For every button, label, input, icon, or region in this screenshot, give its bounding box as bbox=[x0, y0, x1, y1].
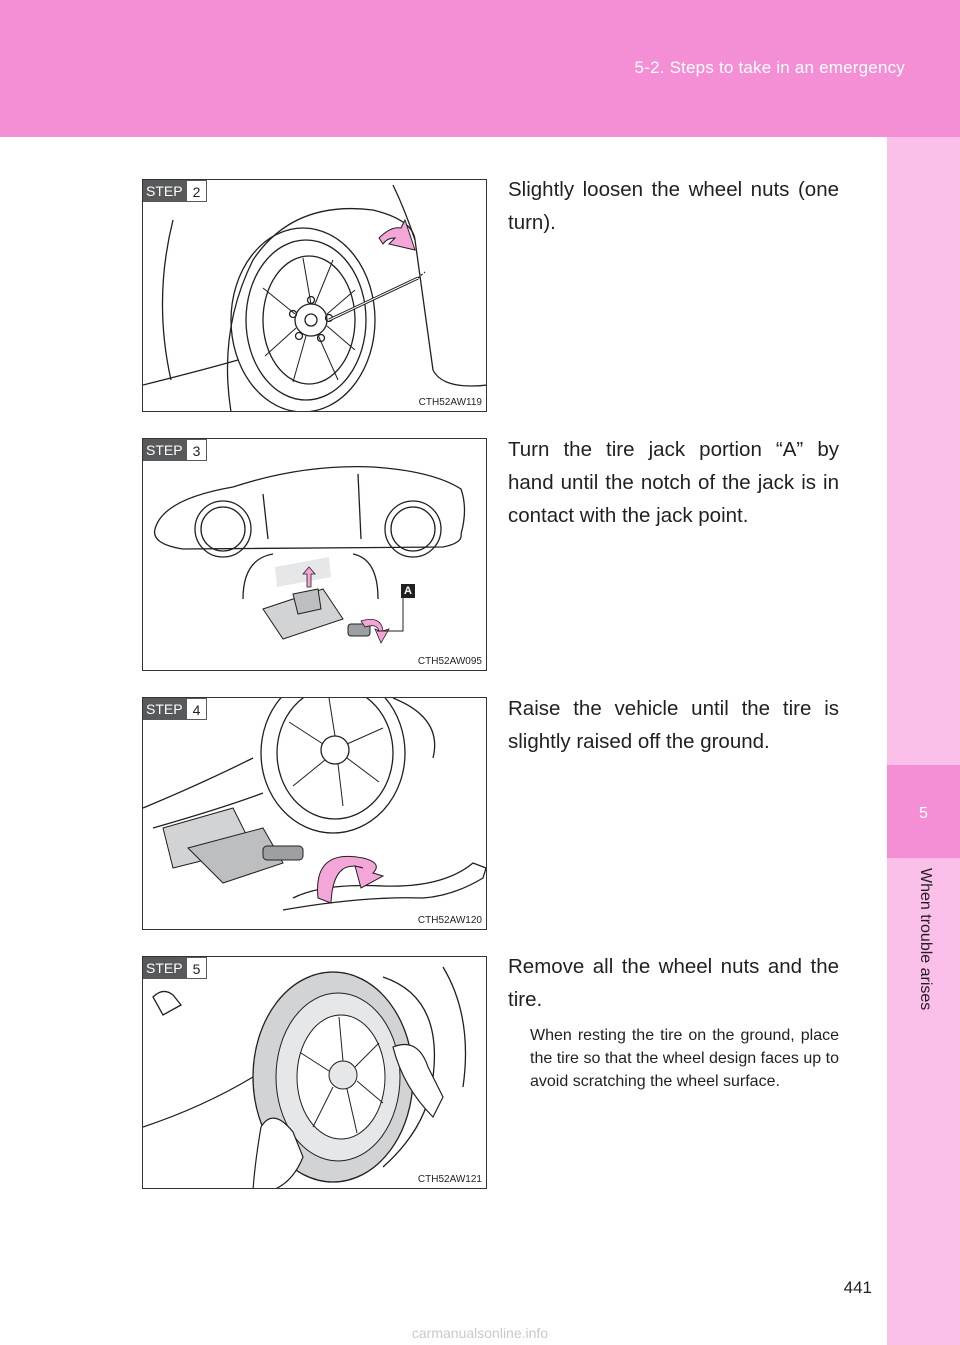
step-label: STEP bbox=[143, 957, 187, 979]
chapter-number-box[interactable] bbox=[887, 765, 960, 858]
jack-placement-illustration bbox=[143, 439, 487, 671]
chapter-number: 5 bbox=[919, 805, 928, 822]
chapter-side-tab bbox=[887, 137, 960, 1345]
step-2-instruction: Slightly loosen the wheel nuts (one turn). bbox=[508, 178, 839, 234]
section-header bbox=[0, 0, 960, 137]
figure-code: CTH52AW119 bbox=[418, 397, 482, 408]
step-badge bbox=[143, 439, 207, 461]
step-badge bbox=[143, 180, 207, 202]
page-number: 441 bbox=[843, 1278, 872, 1297]
figure-code: CTH52AW120 bbox=[417, 915, 482, 926]
wheel-nut-loosening-illustration bbox=[143, 180, 487, 412]
callout-label-a: A bbox=[404, 585, 412, 597]
step-4-instruction: Raise the vehicle until the tire is slightly raised off the ground. bbox=[508, 697, 839, 753]
step-label: STEP bbox=[143, 180, 187, 202]
step-5-instruction: Remove all the wheel nuts and the tire. bbox=[508, 955, 839, 1011]
step-number: 2 bbox=[187, 180, 208, 202]
figure-step-5 bbox=[142, 956, 487, 1189]
figure-code: CTH52AW121 bbox=[417, 1174, 482, 1185]
step-number: 3 bbox=[187, 439, 208, 461]
section-title: 5-2. Steps to take in an emergency bbox=[634, 58, 905, 77]
footer-watermark: carmanualsonline.info bbox=[411, 1325, 549, 1341]
tire-removal-illustration bbox=[143, 957, 487, 1189]
figure-step-4 bbox=[142, 697, 487, 930]
step-number: 5 bbox=[187, 957, 208, 979]
figure-code: CTH52AW095 bbox=[417, 656, 482, 667]
figure-step-3 bbox=[142, 438, 487, 671]
figure-step-2 bbox=[142, 179, 487, 412]
vehicle-raising-illustration bbox=[143, 698, 487, 930]
step-label: STEP bbox=[143, 698, 187, 720]
step-number: 4 bbox=[187, 698, 208, 720]
step-3-instruction: Turn the tire jack portion “A” by hand until the notch of the jack is in contact with the jack point. bbox=[508, 438, 839, 527]
step-badge bbox=[143, 698, 207, 720]
step-5-note: When resting the tire on the ground, place the tire so that the wheel design faces up to avoid scratching the wheel surface. bbox=[530, 1027, 839, 1090]
step-label: STEP bbox=[143, 439, 187, 461]
step-badge bbox=[143, 957, 207, 979]
chapter-title: When trouble arises bbox=[917, 868, 934, 1011]
